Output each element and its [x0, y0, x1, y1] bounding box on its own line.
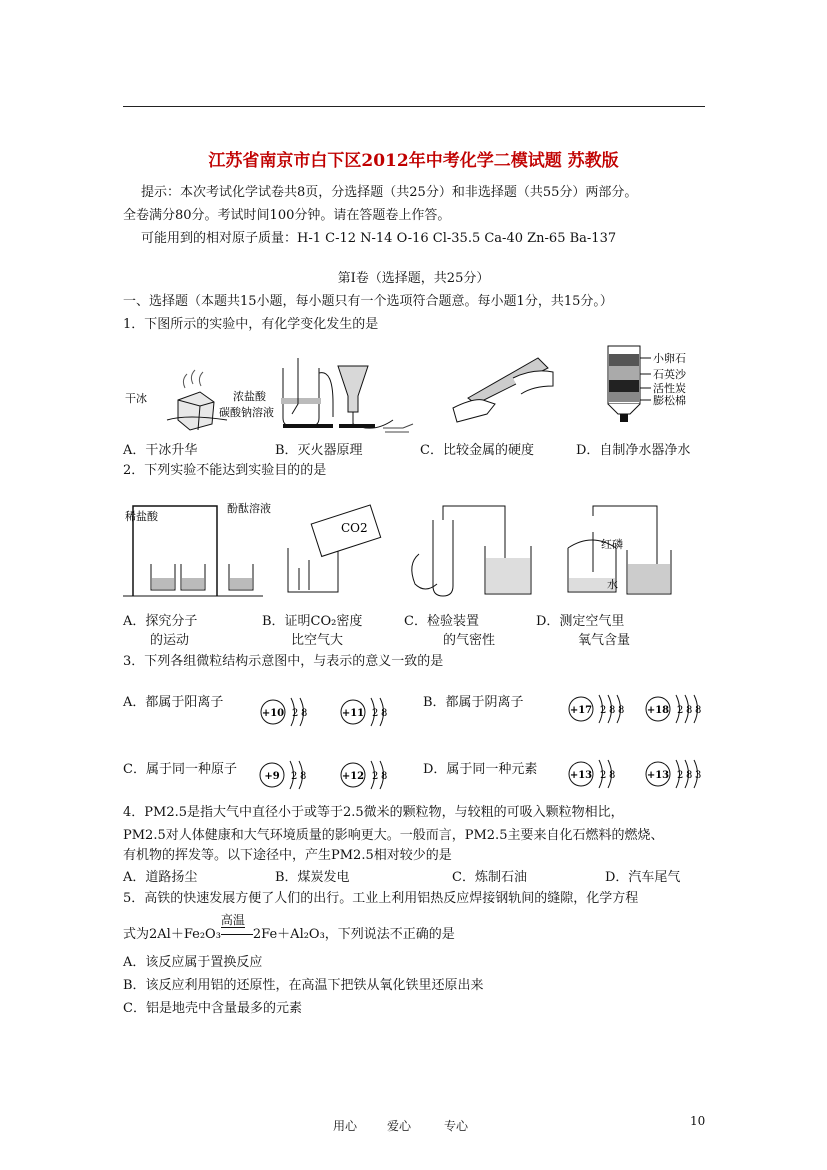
shell-electron-count: 2	[372, 771, 379, 782]
q5-option-a: A．该反应属于置换反应	[123, 955, 263, 970]
shell-electron-count: 2	[677, 705, 684, 716]
cotton-label: 膨松棉	[653, 394, 686, 407]
shell-electron-count: 8	[686, 705, 693, 716]
water-label: 水	[607, 578, 618, 591]
footer-mid: 爱心	[387, 1119, 412, 1133]
equation-arrow	[220, 913, 253, 942]
nucleus-charge: +9	[264, 771, 280, 782]
page-number: 10	[690, 1114, 706, 1128]
q3-option-b: B．都属于阴离子	[423, 695, 524, 710]
atom-diagram	[260, 761, 306, 789]
phenol-label: 酚酞溶液	[227, 502, 271, 515]
q2-stem: 2．下列实验不能达到实验目的的是	[123, 463, 327, 478]
atom-diagram	[341, 761, 387, 789]
q3-option-d: D．属于同一种元素	[423, 762, 538, 777]
shell-electron-count: 8	[618, 705, 625, 716]
page-title: 江苏省南京市白下区2012年中考化学二模试题 苏教版	[208, 151, 619, 171]
shell-electron-count: 8	[609, 705, 616, 716]
shell-electron-count: 2	[292, 708, 299, 719]
shell-electron-count: 8	[686, 770, 693, 781]
q1-stem: 1．下图所示的实验中，有化学变化发生的是	[123, 317, 379, 332]
nucleus-charge: +17	[569, 705, 593, 716]
q5-option-b: B．该反应利用铝的还原性，在高温下把铁从氧化铁里还原出来	[123, 978, 484, 993]
shell-electron-count: 2	[372, 708, 379, 719]
q3-option-c: C．属于同一种原子	[123, 762, 237, 777]
shell-electron-count: 2	[291, 771, 298, 782]
q1-option-c: C．比较金属的硬度	[420, 443, 534, 458]
q4-option-c: C．炼制石油	[452, 870, 527, 885]
shell-electron-count: 8	[381, 771, 388, 782]
hcl-label: 浓盐酸	[233, 390, 266, 403]
q4-option-b: B．煤炭发电	[275, 870, 350, 885]
equation-reactants: 式为2Al＋Fe₂O₃	[123, 927, 221, 942]
q2-option-a1: A．探究分子	[123, 614, 198, 629]
pebble-label: 小卵石	[653, 352, 686, 365]
atom-diagram	[569, 695, 624, 723]
shell-electron-count: 2	[600, 705, 607, 716]
q3-option-a: A．都属于阳离子	[123, 695, 224, 710]
nucleus-charge: +12	[341, 771, 365, 782]
intro-line-3: 可能用到的相对原子质量：H-1 C-12 N-14 O-16 Cl-35.5 Ca-40 Zn-65 Ba-137	[141, 231, 617, 246]
q5-equation	[123, 913, 455, 942]
section-title: 第Ⅰ卷（选择题，共25分）	[337, 271, 490, 286]
nucleus-charge: +10	[261, 708, 285, 719]
q5-option-c: C．铝是地壳中含量最多的元素	[123, 1001, 302, 1016]
shell-electron-count: 2	[600, 770, 607, 781]
nucleus-charge: +13	[646, 770, 670, 781]
q4-option-a: A．道路扬尘	[123, 870, 198, 885]
q4-line-1: 4．PM2.5是指大气中直径小于或等于2.5微米的颗粒物，与较粗的可吸入颗粒物相比，	[123, 805, 624, 820]
intro-line-1: 提示：本次考试化学试卷共8页，分选择题（共25分）和非选择题（共55分）两部分。	[141, 185, 638, 200]
shell-electron-count: 2	[677, 770, 684, 781]
equation-products: 2Fe＋Al₂O₃，下列说法不正确的是	[252, 927, 455, 942]
equation-condition: 高温	[220, 913, 245, 927]
shell-electron-count: 3	[695, 770, 702, 781]
shell-electron-count: 8	[609, 770, 616, 781]
co2-label: CO2	[341, 521, 368, 535]
q2-option-d1: D．测定空气里	[536, 614, 625, 629]
q1-option-a: A．干冰升华	[123, 443, 198, 458]
nucleus-charge: +13	[569, 770, 593, 781]
carbon-label: 活性炭	[653, 382, 686, 395]
q4-option-d: D．汽车尾气	[605, 870, 681, 885]
atom-diagram	[569, 760, 615, 788]
q4-line-2: PM2.5对人体健康和大气环境质量的影响更大。一般而言，PM2.5主要来自化石燃料的燃烧、	[123, 828, 664, 843]
intro-line-2: 全卷满分80分。考试时间100分钟。请在答题卷上作答。	[123, 208, 451, 223]
quartz-label: 石英沙	[653, 368, 686, 381]
q2-option-c1: C．检验装置	[404, 614, 479, 629]
atom-diagram	[646, 760, 701, 788]
red-p-label: 红磷	[601, 538, 623, 551]
shell-electron-count: 8	[301, 708, 308, 719]
q2-option-b2: 比空气大	[291, 633, 344, 648]
dry-ice-label: 干冰	[125, 392, 147, 405]
acid-label: 稀盐酸	[125, 510, 158, 523]
q4-line-3: 有机物的挥发等。以下途径中，产生PM2.5相对较少的是	[123, 848, 452, 863]
q2-option-c2: 的气密性	[443, 633, 496, 648]
q5-line-1: 5．高铁的快速发展方便了人们的出行。工业上利用铝热反应焊接钢轨间的缝隙，化学方程	[123, 891, 639, 906]
q2-option-d2: 氧气含量	[578, 633, 631, 648]
q3-stem: 3．下列各组微粒结构示意图中，与表示的意义一致的是	[123, 654, 444, 669]
footer-left: 用心	[333, 1119, 358, 1133]
shell-electron-count: 8	[695, 705, 702, 716]
q1-option-b: B．灭火器原理	[275, 443, 363, 458]
nucleus-charge: +11	[341, 708, 365, 719]
atom-diagram	[341, 698, 387, 726]
nucleus-charge: +18	[646, 705, 670, 716]
q1-option-d: D．自制净水器净水	[576, 443, 691, 458]
footer-right: 专心	[444, 1119, 469, 1133]
q2-option-a2: 的运动	[150, 633, 190, 648]
shell-electron-count: 8	[300, 771, 307, 782]
q2-option-b1: B．证明CO₂密度	[262, 614, 363, 629]
na2co3-label: 碳酸钠溶液	[219, 406, 274, 419]
section-heading: 一、选择题（本题共15小题，每小题只有一个选项符合题意。每小题1分，共15分。）	[123, 294, 613, 309]
shell-electron-count: 8	[381, 708, 388, 719]
atom-diagram	[646, 695, 701, 723]
atom-diagram	[261, 698, 307, 726]
